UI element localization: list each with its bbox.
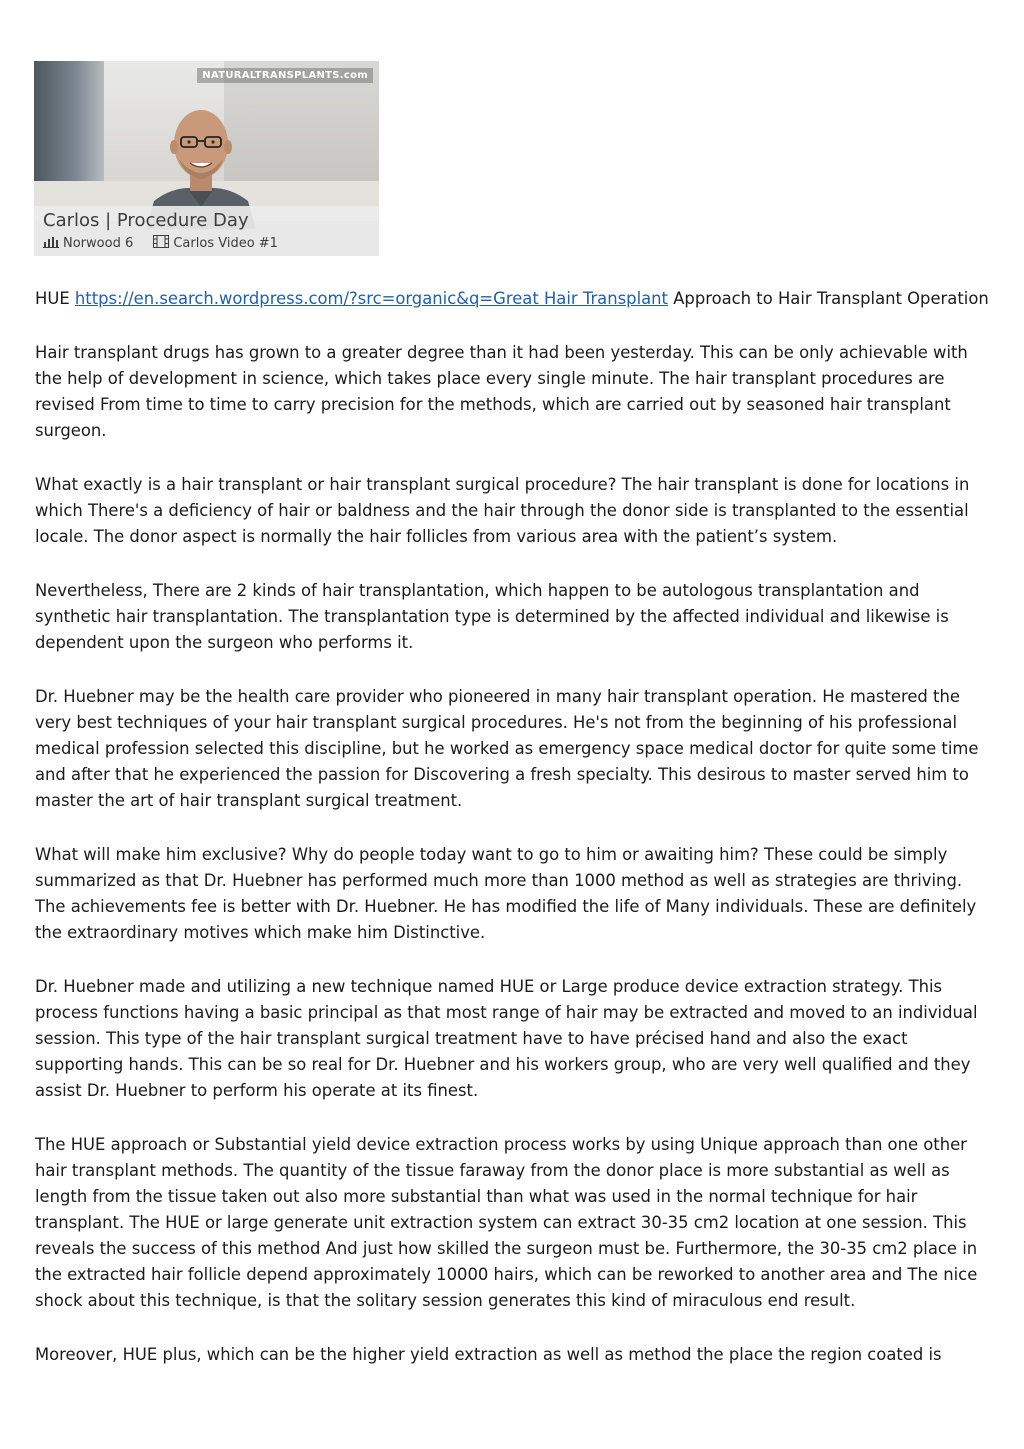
intro-prefix: HUE (35, 289, 70, 308)
paragraph: What exactly is a hair transplant or hair transplant surgical procedure? The hair transplant is done for locations in which There's a deficiency of hair or baldness and the hair through the donor side is transplanted to the essential locale. The donor aspect is normally the hair follicles from various area with the patient’s system. (35, 475, 970, 546)
meta-label-video: Carlos Video #1 (173, 236, 278, 251)
bar-chart-icon (43, 235, 59, 248)
search-link[interactable]: https://en.search.wordpress.com/?src=organic&q=Great Hair Transplant (74, 289, 668, 308)
meta-item-norwood (43, 236, 137, 251)
caption-title: Carlos | Procedure Day (43, 210, 249, 231)
paragraph: What will make him exclusive? Why do people today want to go to him or awaiting him? These could be simply summarized as that Dr. Huebner has performed much more than 1000 method as well as strategies are thriving. The achievements fee is better with Dr. Huebner. He has modified the life of Many individuals. These are definitely the extraordinary motives which make him Distinctive. (35, 845, 977, 942)
paragraph: Nevertheless, There are 2 kinds of hair transplantation, which happen to be autologous transplantation and synthetic hair transplantation. The transplantation type is determined by the affected individual and likewise is dependent upon the surgeon who performs it. (35, 581, 949, 652)
video-thumbnail[interactable] (34, 61, 379, 256)
natural-transplants-logo: NATURALTRANSPLANTS.com (197, 68, 373, 83)
intro-suffix: Approach to Hair Transplant Operation (673, 289, 989, 308)
paragraph: The HUE approach or Substantial yield device extraction process works by using Unique approach than one other hair transplant methods. The quantity of the tissue faraway from the donor place is more substantial as well as length from the tissue taken out also more substantial than what was used in the normal technique for hair transplant. The HUE or large generate unit extraction system can extract 30-35 cm2 location at one session. This reveals the success of this method And just how skilled the surgeon must be. Furthermore, the 30-35 cm2 place in the extracted hair follicle depend approximately 10000 hairs, which can be reworked to another area and The nice shock about this technique, is that the solitary session generates this kind of miraculous end result. (35, 1135, 978, 1310)
paragraph: Dr. Huebner may be the health care provider who pioneered in many hair transplant operation. He mastered the very best techniques of your hair transplant surgical procedures. He's not from the beginning of his professional medical profession selected this discipline, but he worked as emergency space medical doctor for quite some time and after that he experienced the passion for Discovering a fresh specialty. This desirous to master served him to master the art of hair transplant surgical treatment. (35, 687, 979, 810)
paragraph: Moreover, HUE plus, which can be the higher yield extraction as well as method the place the region coated is (35, 1345, 942, 1364)
paragraph: Dr. Huebner made and utilizing a new technique named HUE or Large produce device extraction strategy. This process functions having a basic principal as that most range of hair may be extracted and moved to an individual session. This type of the hair transplant surgical treatment have to have précised hand and also the exact supporting hands. This can be so real for Dr. Huebner and his workers group, who are very well qualified and they assist Dr. Huebner to perform his operate at its finest. (35, 977, 978, 1100)
meta-label-norwood: Norwood 6 (63, 236, 134, 251)
meta-item-video (153, 236, 278, 251)
caption-meta (43, 235, 278, 251)
film-icon (153, 235, 169, 248)
article-body (35, 286, 995, 1396)
intro-paragraph (35, 286, 995, 312)
thumbnail-caption (34, 206, 379, 256)
paragraph: Hair transplant drugs has grown to a greater degree than it had been yesterday. This can be only achievable with the help of development in science, which takes place every single minute. The hair transplant procedures are revised From time to time to carry precision for the methods, which are carried out by seasoned hair transplant surgeon. (35, 343, 968, 440)
